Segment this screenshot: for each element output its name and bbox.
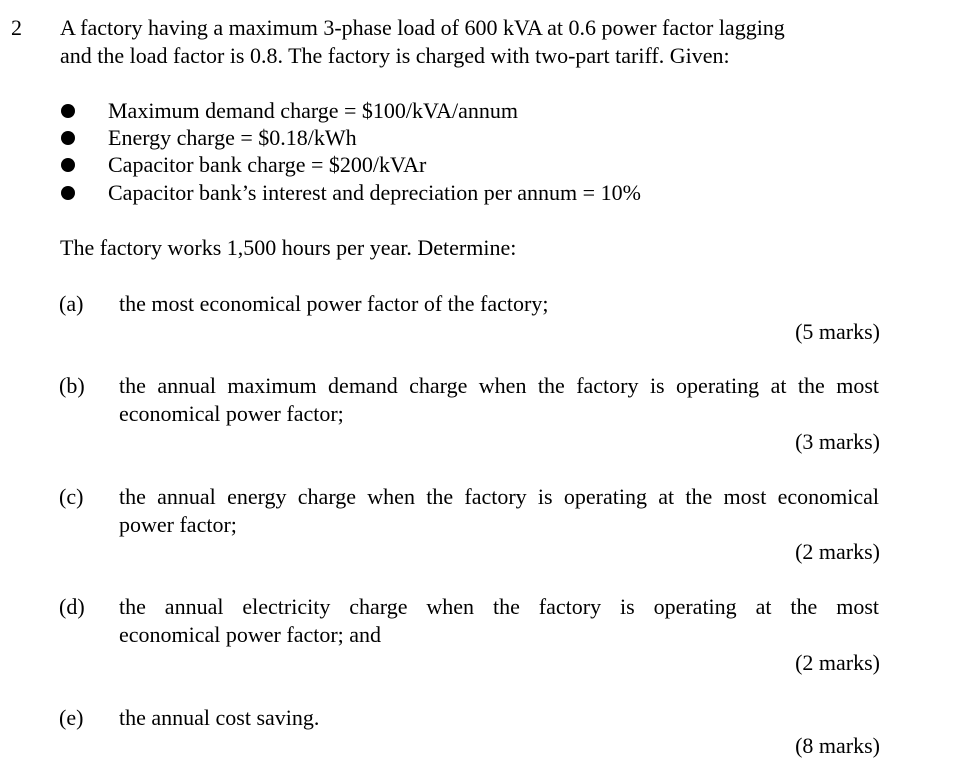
part-text-line-1: the annual cost saving. (119, 705, 320, 730)
given-item-text: Energy charge = $0.18/kWh (108, 125, 357, 150)
question-intro-line-1: A factory having a maximum 3-phase load of 600 kVA at 0.6 power factor lagging (60, 15, 785, 40)
bullet-icon (61, 131, 75, 145)
question-intro-line-2: and the load factor is 0.8. The factory is charged with two-part tariff. Given: (60, 43, 730, 68)
part-label: (b) (59, 373, 85, 398)
part-marks: (2 marks) (795, 539, 880, 564)
given-item-text: Capacitor bank charge = $200/kVAr (108, 152, 427, 177)
works-line: The factory works 1,500 hours per year. Determine: (60, 235, 517, 260)
given-item-text: Maximum demand charge = $100/kVA/annum (108, 98, 518, 123)
part-label: (e) (59, 705, 84, 730)
bullet-icon (61, 104, 75, 118)
part-text-line-1: the annual maximum demand charge when the factory is operating at the most (119, 373, 879, 398)
part-text-line-2: power factor; (119, 512, 237, 537)
part-label: (c) (59, 484, 84, 509)
part-text-line-1: the annual electricity charge when the factory is operating at the most (119, 594, 879, 619)
given-item-text: Capacitor bank’s interest and depreciation per annum = 10% (108, 180, 641, 205)
part-marks: (2 marks) (795, 650, 880, 675)
part-text-line-2: economical power factor; (119, 401, 344, 426)
part-label: (d) (59, 594, 85, 619)
part-text-line-1: the annual energy charge when the factory is operating at the most economical (119, 484, 879, 509)
part-label: (a) (59, 291, 84, 316)
bullet-icon (61, 186, 75, 200)
part-text-line-1: the most economical power factor of the factory; (119, 291, 549, 316)
bullet-icon (61, 158, 75, 172)
question-number: 2 (11, 15, 22, 40)
part-marks: (5 marks) (795, 319, 880, 344)
part-marks: (8 marks) (795, 733, 880, 758)
part-text-line-2: economical power factor; and (119, 622, 382, 647)
part-marks: (3 marks) (795, 429, 880, 454)
